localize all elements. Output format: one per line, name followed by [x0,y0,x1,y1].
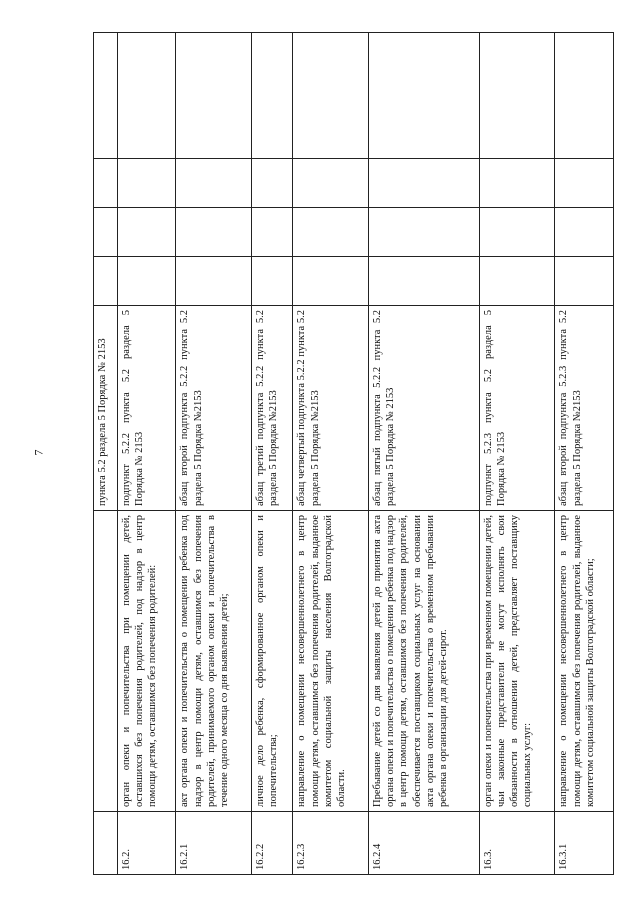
table-row [176,33,252,875]
row-number [94,812,118,875]
row-reference: подпункт 5.2.3 пункта 5.2 раздела 5 Порядка № 2153 [479,306,555,511]
empty-cell [479,33,555,159]
row-number: 16.3.1 [555,812,614,875]
row-number: 16.2.1 [176,812,252,875]
table-row [117,33,176,875]
row-reference: подпункт 5.2.2 пункта 5.2 раздела 5 Порядка № 2153 [117,306,176,511]
table-row [369,33,479,875]
row-number: 16.2. [117,812,176,875]
row-number: 16.2.3 [293,812,369,875]
empty-cell [555,257,614,306]
empty-cell [176,257,252,306]
table-wrapper [93,32,614,875]
row-number: 16.3. [479,812,555,875]
empty-cell [293,208,369,257]
empty-cell [369,33,479,159]
row-reference: абзац четвертый подпункта 5.2.2 пункта 5.2 раздела 5 Порядка №2153 [293,306,369,511]
row-reference: пункта 5.2 раздела 5 Порядка № 2153 [94,306,118,511]
empty-cell [94,257,118,306]
empty-cell [369,159,479,208]
empty-cell [117,159,176,208]
empty-cell [369,257,479,306]
table-row [94,33,118,875]
requirements-table [93,32,614,875]
empty-cell [176,159,252,208]
empty-cell [479,257,555,306]
empty-cell [117,257,176,306]
row-description: акт органа опеки и попечительства о помещении ребенка под надзор в центр помощи детям, оставшимся без попечения родителей, принимаемого органом опеки и попечительства в течение одного месяца со дня выявления детей; [176,511,252,812]
empty-cell [94,208,118,257]
empty-cell [479,159,555,208]
row-description: Пребывание детей со дня выявления детей до принятия акта органа опеки и попечительства о помещении ребенка под надзор в центр помощи детям, оставшимся без попечения родителей, обеспечивается поставщиком социальных услуг на основании акта органа опеки и попечительства о временном пребывании ребенка в организации для детей-сирот. [369,511,479,812]
empty-cell [252,257,293,306]
empty-cell [293,159,369,208]
empty-cell [94,33,118,159]
table-row [252,33,293,875]
empty-cell [94,159,118,208]
empty-cell [293,257,369,306]
row-description: орган опеки и попечительства при помещении детей, оставшихся без попечения родителей, под надзор в центр помощи детям, оставшимся без попечения родителей: [117,511,176,812]
row-reference: абзац второй подпункта 5.2.3 пункта 5.2 раздела 5 Порядка №2153 [555,306,614,511]
empty-cell [555,208,614,257]
table-row [479,33,555,875]
empty-cell [252,208,293,257]
row-reference: абзац второй подпункта 5.2.2 пункта 5.2 раздела 5 Порядка №2153 [176,306,252,511]
empty-cell [252,159,293,208]
row-number: 16.2.4 [369,812,479,875]
empty-cell [176,33,252,159]
empty-cell [369,208,479,257]
row-reference: абзац пятый подпункта 5.2.2 пункта 5.2 раздела 5 Порядка № 2153 [369,306,479,511]
row-description: направление о помещении несовершеннолетнего в центр помощи детям, оставшимся без попечения родителей, выданное комитетом социальной защиты Волгоградской области; [555,511,614,812]
row-number: 16.2.2 [252,812,293,875]
empty-cell [117,208,176,257]
empty-cell [252,33,293,159]
row-description: личное дело ребенка, сформированное органом опеки и попечительства; [252,511,293,812]
table-row [555,33,614,875]
empty-cell [479,208,555,257]
page-number: 7 [31,449,46,456]
empty-cell [555,159,614,208]
empty-cell [555,33,614,159]
row-reference: абзац третий подпункта 5.2.2 пункта 5.2 раздела 5 Порядка №2153 [252,306,293,511]
empty-cell [117,33,176,159]
empty-cell [176,208,252,257]
table-row [293,33,369,875]
row-description [94,511,118,812]
row-description: орган опеки и попечительства при временном помещении детей, чьи законные представители не могут исполнять свои обязанности в отношении детей, представляет поставщику социальных услуг: [479,511,555,812]
empty-cell [293,33,369,159]
row-description: направление о помещении несовершеннолетнего в центр помощи детям, оставшимся без попечения родителей, выданное комитетом социальной защиты населения Волгоградской области. [293,511,369,812]
